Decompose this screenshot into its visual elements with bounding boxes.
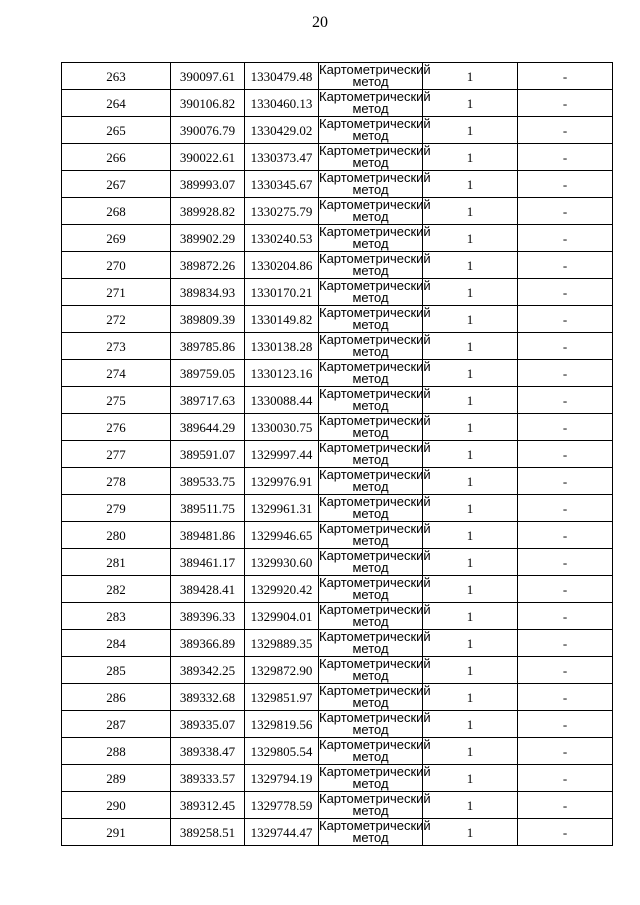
method-line-1: Картометрический [319, 440, 431, 455]
method-cell [319, 440, 431, 468]
method-cell [319, 116, 431, 144]
method-line-2: метод [352, 263, 389, 278]
precision-cell: 1 [423, 90, 518, 117]
table-row [62, 468, 613, 495]
y-coordinate-cell: 1329805.54 [245, 738, 319, 765]
point-number-cell: 287 [62, 711, 171, 738]
note-cell: - [518, 198, 613, 225]
y-coordinate-cell: 1330429.02 [245, 117, 319, 144]
table-row [62, 792, 613, 819]
precision-cell: 1 [423, 684, 518, 711]
table-row [62, 360, 613, 387]
method-line-2: метод [352, 749, 389, 764]
x-coordinate-cell: 389717.63 [171, 387, 245, 414]
method-line-1: Картометрический [319, 305, 431, 320]
table-row [62, 549, 613, 576]
precision-cell: 1 [423, 63, 518, 90]
x-coordinate-cell: 389335.07 [171, 711, 245, 738]
method-cell [319, 710, 431, 738]
note-cell: - [518, 819, 613, 846]
method-line-2: метод [352, 290, 389, 305]
precision-cell: 1 [423, 171, 518, 198]
method-line-2: метод [352, 236, 389, 251]
method-cell [319, 197, 431, 225]
table-row [62, 414, 613, 441]
table-body [62, 63, 613, 846]
method-line-1: Картометрический [319, 197, 431, 212]
method-line-2: метод [352, 155, 389, 170]
precision-cell: 1 [423, 549, 518, 576]
y-coordinate-cell: 1330170.21 [245, 279, 319, 306]
method-line-1: Картометрический [319, 683, 431, 698]
note-cell: - [518, 387, 613, 414]
method-line-2: метод [352, 641, 389, 656]
y-coordinate-cell: 1330240.53 [245, 225, 319, 252]
note-cell: - [518, 171, 613, 198]
note-cell: - [518, 441, 613, 468]
table-row [62, 603, 613, 630]
method-line-2: метод [352, 695, 389, 710]
method-line-2: метод [352, 425, 389, 440]
point-number-cell: 276 [62, 414, 171, 441]
method-cell [319, 602, 431, 630]
note-cell: - [518, 603, 613, 630]
table-row [62, 819, 613, 846]
method-line-1: Картометрический [319, 629, 431, 644]
precision-cell: 1 [423, 279, 518, 306]
precision-cell: 1 [423, 441, 518, 468]
method-line-1: Картометрический [319, 737, 431, 752]
method-cell [319, 332, 431, 360]
precision-cell: 1 [423, 522, 518, 549]
method-cell [319, 278, 431, 306]
method-line-2: метод [352, 128, 389, 143]
precision-cell: 1 [423, 198, 518, 225]
method-cell [319, 521, 431, 549]
y-coordinate-cell: 1329889.35 [245, 630, 319, 657]
method-cell [319, 251, 431, 279]
method-cell [319, 683, 431, 711]
x-coordinate-cell: 389511.75 [171, 495, 245, 522]
x-coordinate-cell: 389928.82 [171, 198, 245, 225]
method-line-1: Картометрический [319, 116, 431, 131]
point-number-cell: 274 [62, 360, 171, 387]
table-row [62, 684, 613, 711]
table-row [62, 306, 613, 333]
note-cell: - [518, 495, 613, 522]
method-cell [319, 413, 431, 441]
precision-cell: 1 [423, 225, 518, 252]
point-number-cell: 269 [62, 225, 171, 252]
method-cell [319, 224, 431, 252]
note-cell: - [518, 468, 613, 495]
table-row [62, 333, 613, 360]
table-row [62, 765, 613, 792]
y-coordinate-cell: 1330275.79 [245, 198, 319, 225]
table-row [62, 198, 613, 225]
y-coordinate-cell: 1330345.67 [245, 171, 319, 198]
point-number-cell: 277 [62, 441, 171, 468]
method-line-1: Картометрический [319, 62, 431, 77]
point-number-cell: 289 [62, 765, 171, 792]
precision-cell: 1 [423, 414, 518, 441]
precision-cell: 1 [423, 495, 518, 522]
x-coordinate-cell: 389993.07 [171, 171, 245, 198]
note-cell: - [518, 90, 613, 117]
x-coordinate-cell: 390097.61 [171, 63, 245, 90]
y-coordinate-cell: 1329976.91 [245, 468, 319, 495]
method-line-2: метод [352, 182, 389, 197]
point-number-cell: 280 [62, 522, 171, 549]
method-line-2: метод [352, 506, 389, 521]
x-coordinate-cell: 390106.82 [171, 90, 245, 117]
method-line-1: Картометрический [319, 386, 431, 401]
note-cell: - [518, 549, 613, 576]
method-line-2: метод [352, 371, 389, 386]
table-row [62, 441, 613, 468]
method-cell [319, 737, 431, 765]
method-line-2: метод [352, 74, 389, 89]
note-cell: - [518, 657, 613, 684]
table-row [62, 738, 613, 765]
method-line-1: Картометрический [319, 818, 431, 833]
y-coordinate-cell: 1330460.13 [245, 90, 319, 117]
point-number-cell: 265 [62, 117, 171, 144]
x-coordinate-cell: 389333.57 [171, 765, 245, 792]
y-coordinate-cell: 1330479.48 [245, 63, 319, 90]
precision-cell: 1 [423, 738, 518, 765]
table-row [62, 522, 613, 549]
note-cell: - [518, 333, 613, 360]
method-line-2: метод [352, 479, 389, 494]
point-number-cell: 266 [62, 144, 171, 171]
x-coordinate-cell: 389396.33 [171, 603, 245, 630]
method-cell [319, 656, 431, 684]
note-cell: - [518, 252, 613, 279]
note-cell: - [518, 630, 613, 657]
y-coordinate-cell: 1329946.65 [245, 522, 319, 549]
note-cell: - [518, 792, 613, 819]
point-number-cell: 284 [62, 630, 171, 657]
y-coordinate-cell: 1330138.28 [245, 333, 319, 360]
method-line-2: метод [352, 830, 389, 845]
precision-cell: 1 [423, 657, 518, 684]
x-coordinate-cell: 389461.17 [171, 549, 245, 576]
method-line-2: метод [352, 344, 389, 359]
method-line-1: Картометрический [319, 656, 431, 671]
precision-cell: 1 [423, 711, 518, 738]
method-line-1: Картометрический [319, 170, 431, 185]
point-number-cell: 263 [62, 63, 171, 90]
method-line-2: метод [352, 614, 389, 629]
method-cell [319, 386, 431, 414]
note-cell: - [518, 765, 613, 792]
y-coordinate-cell: 1330204.86 [245, 252, 319, 279]
method-cell [319, 494, 431, 522]
method-line-2: метод [352, 722, 389, 737]
precision-cell: 1 [423, 819, 518, 846]
x-coordinate-cell: 389428.41 [171, 576, 245, 603]
precision-cell: 1 [423, 792, 518, 819]
table-row [62, 171, 613, 198]
x-coordinate-cell: 389644.29 [171, 414, 245, 441]
point-number-cell: 286 [62, 684, 171, 711]
point-number-cell: 283 [62, 603, 171, 630]
method-cell [319, 62, 431, 90]
method-line-1: Картометрический [319, 413, 431, 428]
method-line-2: метод [352, 587, 389, 602]
method-line-1: Картометрический [319, 494, 431, 509]
x-coordinate-cell: 390076.79 [171, 117, 245, 144]
note-cell: - [518, 576, 613, 603]
x-coordinate-cell: 389872.26 [171, 252, 245, 279]
y-coordinate-cell: 1329920.42 [245, 576, 319, 603]
point-number-cell: 268 [62, 198, 171, 225]
method-line-1: Картометрический [319, 143, 431, 158]
precision-cell: 1 [423, 360, 518, 387]
method-line-1: Картометрический [319, 332, 431, 347]
method-line-1: Картометрический [319, 467, 431, 482]
y-coordinate-cell: 1330123.16 [245, 360, 319, 387]
note-cell: - [518, 117, 613, 144]
note-cell: - [518, 414, 613, 441]
method-cell [319, 305, 431, 333]
method-line-1: Картометрический [319, 791, 431, 806]
x-coordinate-cell: 389785.86 [171, 333, 245, 360]
method-line-1: Картометрический [319, 89, 431, 104]
point-number-cell: 290 [62, 792, 171, 819]
method-line-1: Картометрический [319, 278, 431, 293]
point-number-cell: 278 [62, 468, 171, 495]
method-cell [319, 791, 431, 819]
x-coordinate-cell: 389591.07 [171, 441, 245, 468]
method-cell [319, 359, 431, 387]
table-row [62, 576, 613, 603]
x-coordinate-cell: 389809.39 [171, 306, 245, 333]
method-line-2: метод [352, 452, 389, 467]
method-cell [319, 629, 431, 657]
table-row [62, 252, 613, 279]
note-cell: - [518, 144, 613, 171]
note-cell: - [518, 684, 613, 711]
method-cell [319, 575, 431, 603]
x-coordinate-cell: 389533.75 [171, 468, 245, 495]
x-coordinate-cell: 389834.93 [171, 279, 245, 306]
table-row [62, 387, 613, 414]
point-number-cell: 267 [62, 171, 171, 198]
x-coordinate-cell: 389366.89 [171, 630, 245, 657]
y-coordinate-cell: 1329997.44 [245, 441, 319, 468]
y-coordinate-cell: 1330373.47 [245, 144, 319, 171]
note-cell: - [518, 360, 613, 387]
note-cell: - [518, 522, 613, 549]
precision-cell: 1 [423, 603, 518, 630]
point-number-cell: 271 [62, 279, 171, 306]
point-number-cell: 282 [62, 576, 171, 603]
table-row [62, 630, 613, 657]
precision-cell: 1 [423, 468, 518, 495]
precision-cell: 1 [423, 765, 518, 792]
method-line-2: метод [352, 101, 389, 116]
table-row [62, 279, 613, 306]
method-line-2: метод [352, 776, 389, 791]
y-coordinate-cell: 1330030.75 [245, 414, 319, 441]
point-number-cell: 264 [62, 90, 171, 117]
table-row [62, 225, 613, 252]
table-row [62, 144, 613, 171]
point-number-cell: 291 [62, 819, 171, 846]
method-line-2: метод [352, 560, 389, 575]
method-line-1: Картометрический [319, 251, 431, 266]
precision-cell: 1 [423, 630, 518, 657]
y-coordinate-cell: 1329851.97 [245, 684, 319, 711]
precision-cell: 1 [423, 387, 518, 414]
method-cell [319, 818, 431, 846]
method-line-1: Картометрический [319, 359, 431, 374]
point-number-cell: 272 [62, 306, 171, 333]
method-line-2: метод [352, 803, 389, 818]
point-number-cell: 275 [62, 387, 171, 414]
y-coordinate-cell: 1329904.01 [245, 603, 319, 630]
point-number-cell: 279 [62, 495, 171, 522]
y-coordinate-cell: 1329872.90 [245, 657, 319, 684]
method-line-2: метод [352, 398, 389, 413]
x-coordinate-cell: 389759.05 [171, 360, 245, 387]
x-coordinate-cell: 389332.68 [171, 684, 245, 711]
x-coordinate-cell: 389902.29 [171, 225, 245, 252]
method-line-1: Картометрический [319, 764, 431, 779]
method-line-2: метод [352, 533, 389, 548]
point-number-cell: 281 [62, 549, 171, 576]
note-cell: - [518, 711, 613, 738]
y-coordinate-cell: 1329930.60 [245, 549, 319, 576]
table-row [62, 657, 613, 684]
point-number-cell: 285 [62, 657, 171, 684]
note-cell: - [518, 306, 613, 333]
precision-cell: 1 [423, 144, 518, 171]
method-line-1: Картометрический [319, 602, 431, 617]
method-line-1: Картометрический [319, 224, 431, 239]
method-cell [319, 467, 431, 495]
x-coordinate-cell: 389258.51 [171, 819, 245, 846]
x-coordinate-cell: 389338.47 [171, 738, 245, 765]
table-row [62, 90, 613, 117]
note-cell: - [518, 63, 613, 90]
page-number: 20 [312, 14, 328, 31]
y-coordinate-cell: 1329819.56 [245, 711, 319, 738]
method-cell [319, 764, 431, 792]
method-line-1: Картометрический [319, 521, 431, 536]
method-cell [319, 548, 431, 576]
point-number-cell: 273 [62, 333, 171, 360]
method-cell [319, 143, 431, 171]
table-row [62, 711, 613, 738]
method-cell [319, 89, 431, 117]
method-line-2: метод [352, 317, 389, 332]
method-line-1: Картометрический [319, 548, 431, 563]
x-coordinate-cell: 389342.25 [171, 657, 245, 684]
table-row [62, 117, 613, 144]
method-line-1: Картометрический [319, 710, 431, 725]
y-coordinate-cell: 1329794.19 [245, 765, 319, 792]
precision-cell: 1 [423, 306, 518, 333]
method-line-2: метод [352, 209, 389, 224]
point-number-cell: 288 [62, 738, 171, 765]
precision-cell: 1 [423, 576, 518, 603]
precision-cell: 1 [423, 252, 518, 279]
x-coordinate-cell: 389312.45 [171, 792, 245, 819]
coordinates-table [61, 62, 613, 846]
y-coordinate-cell: 1329778.59 [245, 792, 319, 819]
note-cell: - [518, 738, 613, 765]
x-coordinate-cell: 390022.61 [171, 144, 245, 171]
x-coordinate-cell: 389481.86 [171, 522, 245, 549]
point-number-cell: 270 [62, 252, 171, 279]
table-row [62, 63, 613, 90]
y-coordinate-cell: 1330149.82 [245, 306, 319, 333]
note-cell: - [518, 225, 613, 252]
precision-cell: 1 [423, 333, 518, 360]
y-coordinate-cell: 1329744.47 [245, 819, 319, 846]
table-row [62, 495, 613, 522]
method-cell [319, 170, 431, 198]
note-cell: - [518, 279, 613, 306]
precision-cell: 1 [423, 117, 518, 144]
method-line-2: метод [352, 668, 389, 683]
y-coordinate-cell: 1329961.31 [245, 495, 319, 522]
y-coordinate-cell: 1330088.44 [245, 387, 319, 414]
method-line-1: Картометрический [319, 575, 431, 590]
